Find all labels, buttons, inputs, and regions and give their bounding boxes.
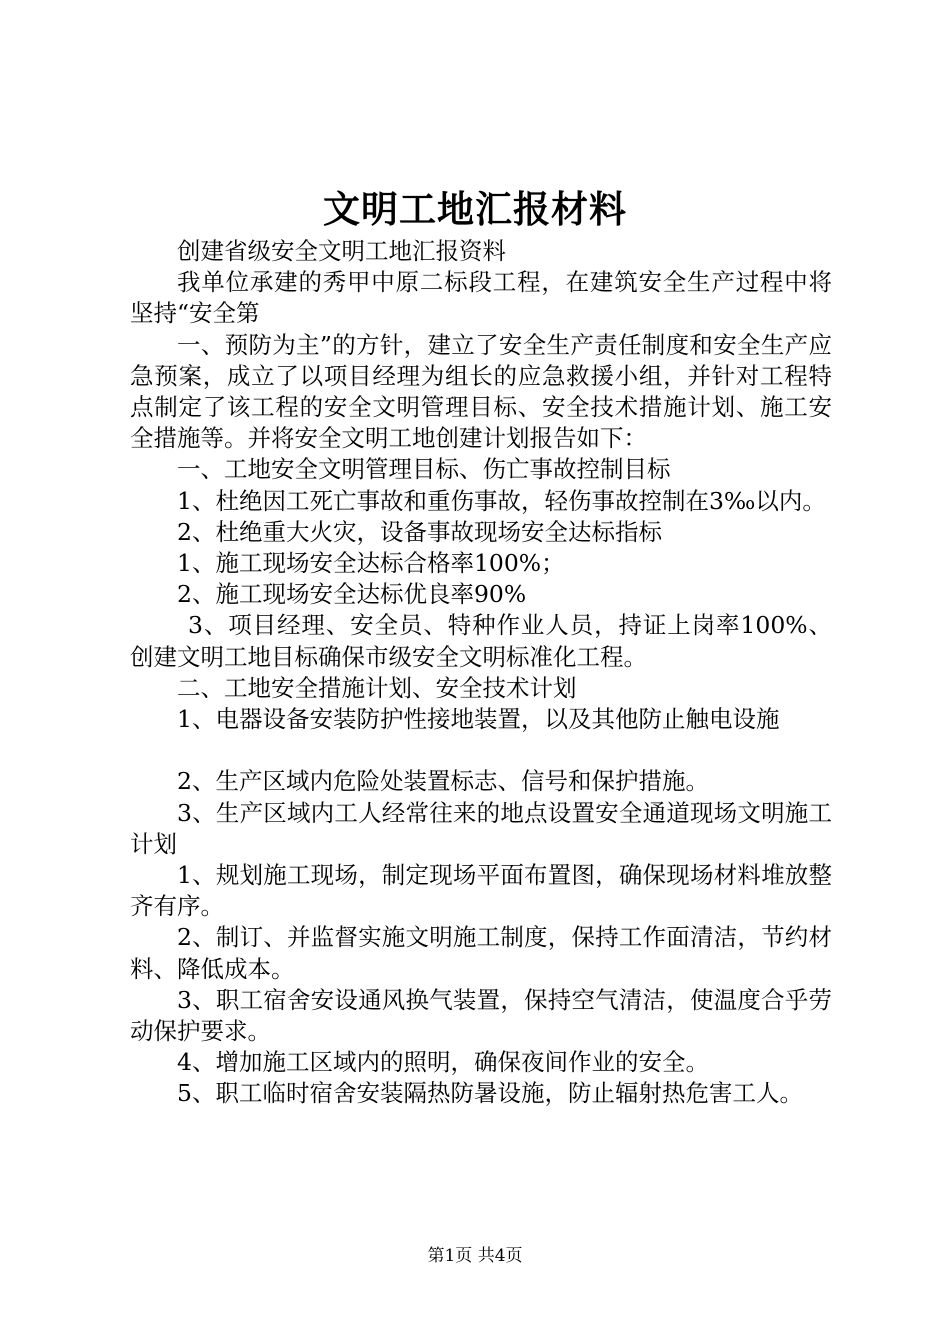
paragraph: 2、制订、并监督实施文明施工制度，保持工作面清洁，节约材料、降低成本。 (130, 923, 832, 983)
page-number-footer: 第1页 共4页 (427, 1246, 523, 1266)
paragraph: 2、施工现场安全达标优良率90% (177, 580, 527, 609)
paragraph: 一、预防为主”的方针，建立了安全生产责任制度和安全生产应急预案，成立了以项目经理为组长的应急救援小组，并针对工程特点制定了该工程的安全文明管理目标、安全技术措施计划、施工安全措施等。并将安全文明工地创建计划报告如下： (130, 330, 832, 453)
paragraph: 3、职工宿舍安设通风换气装置，保持空气清洁，使温度合乎劳动保护要求。 (130, 985, 832, 1046)
blank-line (130, 735, 832, 766)
document-title: 文明工地汇报材料 (323, 187, 627, 231)
paragraph: 1、电器设备安装防护性接地装置，以及其他防止触电设施 (177, 705, 780, 734)
paragraph: 5、职工临时宿舍安装隔热防暑设施，防止辐射热危害工人。 (177, 1079, 803, 1108)
paragraph: 我单位承建的秀甲中原二标段工程，在建筑安全生产过程中将坚持“安全第 (130, 268, 832, 328)
paragraph: 3、项目经理、安全员、特种作业人员，持证上岗率100%、创建文明工地目标确保市级安全文明标准化工程。 (130, 611, 832, 671)
paragraph: 4、增加施工区域内的照明，确保夜间作业的安全。 (177, 1048, 709, 1077)
paragraph: 二、工地安全措施计划、安全技术计划 (177, 673, 577, 702)
paragraph: 2、生产区域内危险处装置标志、信号和保护措施。 (177, 767, 709, 796)
paragraph: 1、施工现场安全达标合格率100%； (177, 549, 565, 578)
document-body (130, 236, 832, 1110)
paragraph: 2、杜绝重大火灾，设备事故现场安全达标指标 (177, 517, 662, 546)
paragraph: 1、规划施工现场，制定现场平面布置图，确保现场材料堆放整齐有序。 (130, 861, 832, 921)
paragraph: 一、工地安全文明管理目标、伤亡事故控制目标 (177, 455, 671, 484)
paragraph: 1、杜绝因工死亡事故和重伤事故，轻伤事故控制在3‰以内。 (177, 486, 826, 515)
paragraph: 创建省级安全文明工地汇报资料 (177, 237, 506, 265)
paragraph: 3、生产区域内工人经常往来的地点设置安全通道现场文明施工计划 (130, 798, 832, 858)
